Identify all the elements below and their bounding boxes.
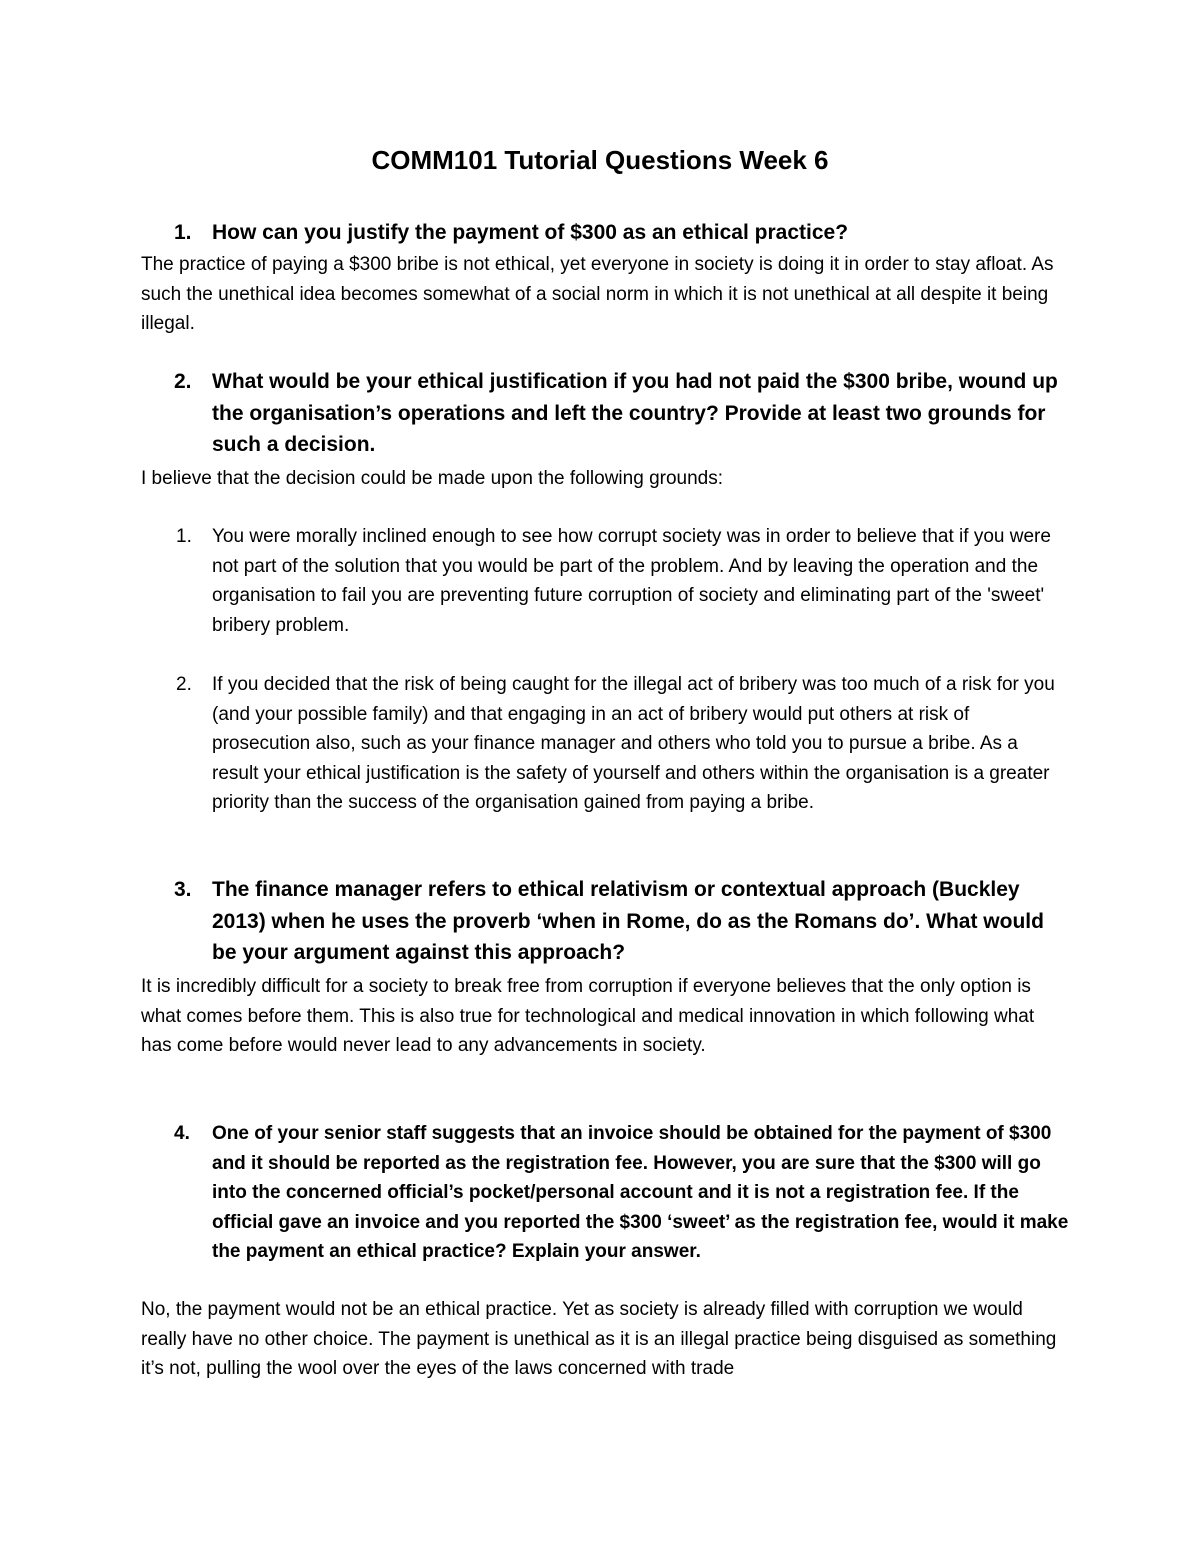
question-2-text: What would be your ethical justification if you had not paid the $300 bribe, wound up the organisation’s operations and left the country? Provide at least two grounds for such a decision. — [212, 370, 1058, 456]
answer-1: The practice of paying a $300 bribe is not ethical, yet everyone in society is doing it in order to stay afloat. As such the unethical idea becomes somewhat of a social norm in which it is not unethical at all despite it being illegal. — [141, 254, 1054, 334]
page-title: COMM101 Tutorial Questions Week 6 — [371, 145, 829, 175]
question-3-text: The finance manager refers to ethical relativism or contextual approach (Buckley 2013) when he uses the proverb ‘when in Rome, do as the Romans do’. What would be your argument against this approach? — [212, 878, 1044, 964]
answer-3: It is incredibly difficult for a society to break free from corruption if everyone believes that the only option is what comes before them. This is also true for technological and medical innovation in which following what has come before would never lead to any advancements in society. — [141, 976, 1035, 1056]
ground-2 — [176, 670, 1066, 818]
ground-1-number: 1. — [176, 526, 192, 547]
question-2-number: 2. — [174, 370, 192, 393]
question-4-number: 4. — [174, 1123, 190, 1144]
question-3 — [174, 874, 1074, 969]
answer-2-intro: I believe that the decision could be made upon the following grounds: — [141, 468, 724, 489]
question-2 — [174, 366, 1074, 461]
ground-2-text: If you decided that the risk of being caught for the illegal act of bribery was too much of a risk for you (and your possible family) and that engaging in an act of bribery would put others at risk of prosecution also, such as your finance manager and others who told you to pursue a bribe. As a result your ethical justification is the safety of yourself and others within the organisation is a greater priority than the success of the organisation gained from paying a bribe. — [212, 674, 1055, 813]
ground-2-number: 2. — [176, 674, 192, 695]
question-4-text: One of your senior staff suggests that an invoice should be obtained for the payment of $300 and it should be reported as the registration fee. However, you are sure that the $300 will go into the concerned official’s pocket/personal account and it is not a registration fee. If the official gave an invoice and you reported the $300 ‘sweet’ as the registration fee, would it make the payment an ethical practice? Explain your answer. — [212, 1123, 1069, 1262]
ground-1-text: You were morally inclined enough to see how corrupt society was in order to believe that if you were not part of the solution that you would be part of the problem. And by leaving the operation and the organisation to fail you are preventing future corruption of society and eliminating part of the 'sweet' bribery problem. — [212, 526, 1051, 636]
ground-1 — [176, 522, 1066, 640]
question-4 — [174, 1119, 1074, 1267]
question-1-number: 1. — [174, 221, 192, 244]
question-1-text: How can you justify the payment of $300 as an ethical practice? — [212, 221, 849, 244]
question-1 — [174, 217, 1074, 249]
answer-4: No, the payment would not be an ethical practice. Yet as society is already filled with corruption we would really have no other choice. The payment is unethical as it is an illegal practice being disguised as something it’s not, pulling the wool over the eyes of the laws concerned with trade — [141, 1299, 1057, 1379]
question-3-number: 3. — [174, 878, 192, 901]
